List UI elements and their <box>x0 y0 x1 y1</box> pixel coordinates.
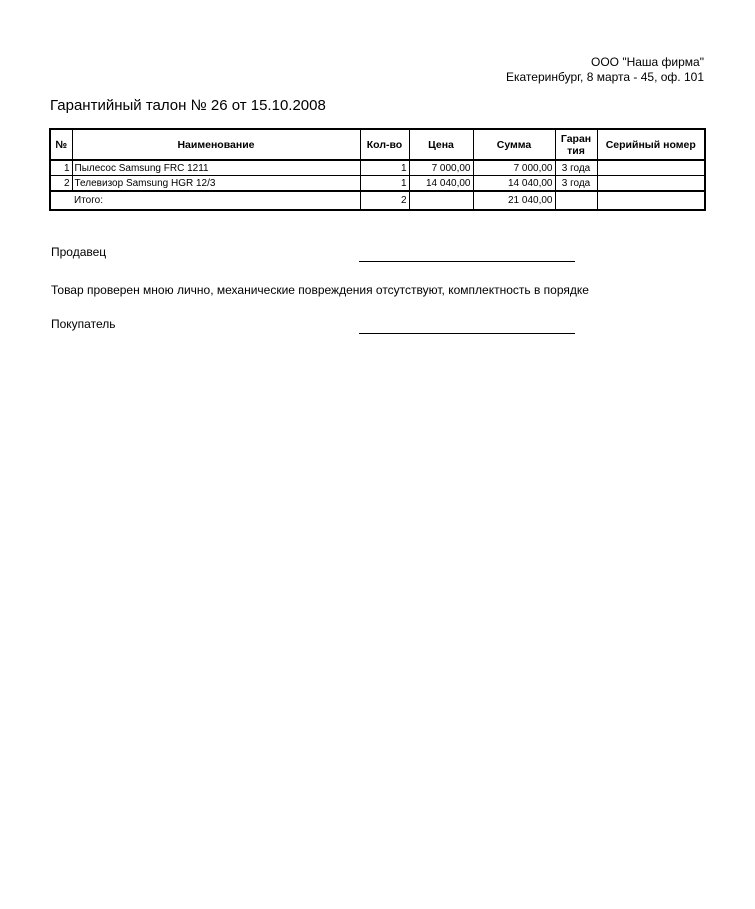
header-serial: Серийный номер <box>597 129 705 160</box>
header-name: Наименование <box>72 129 360 160</box>
row-warranty: 3 года <box>555 160 597 176</box>
row-num: 2 <box>50 176 72 192</box>
seller-signature-line <box>359 261 575 262</box>
buyer-signature-line <box>359 333 575 334</box>
total-label: Итого: <box>72 191 360 210</box>
total-warranty-empty <box>555 191 597 210</box>
row-price: 7 000,00 <box>409 160 473 176</box>
buyer-label: Покупатель <box>51 317 116 331</box>
header-price: Цена <box>409 129 473 160</box>
total-serial-empty <box>597 191 705 210</box>
goods-table <box>49 128 706 211</box>
row-serial <box>597 176 705 192</box>
row-qty: 1 <box>360 160 409 176</box>
header-sum: Сумма <box>473 129 555 160</box>
row-name: Телевизор Samsung HGR 12/3 <box>72 176 360 192</box>
company-header <box>506 55 704 85</box>
seller-label: Продавец <box>51 245 107 259</box>
row-warranty: 3 года <box>555 176 597 192</box>
company-address: Екатеринбург, 8 марта - 45, оф. 101 <box>506 70 704 84</box>
row-num: 1 <box>50 160 72 176</box>
row-qty: 1 <box>360 176 409 192</box>
table-row <box>50 160 705 176</box>
header-num: № <box>50 129 72 160</box>
row-sum: 14 040,00 <box>473 176 555 192</box>
table-total-row <box>50 191 705 210</box>
company-name: ООО "Наша фирма" <box>590 55 704 69</box>
total-empty-cell <box>50 191 72 210</box>
table-header-row <box>50 129 705 160</box>
row-serial <box>597 160 705 176</box>
row-name: Пылесос Samsung FRC 1211 <box>72 160 360 176</box>
inspection-statement: Товар проверен мною лично, механические повреждения отсутствуют, комплектность в порядке <box>51 283 589 297</box>
total-qty: 2 <box>360 191 409 210</box>
header-warranty: Гаран тия <box>555 129 597 160</box>
total-price-empty <box>409 191 473 210</box>
row-sum: 7 000,00 <box>473 160 555 176</box>
document-title: Гарантийный талон № 26 от 15.10.2008 <box>50 97 326 114</box>
row-price: 14 040,00 <box>409 176 473 192</box>
table-row <box>50 176 705 192</box>
total-sum: 21 040,00 <box>473 191 555 210</box>
header-qty: Кол-во <box>360 129 409 160</box>
